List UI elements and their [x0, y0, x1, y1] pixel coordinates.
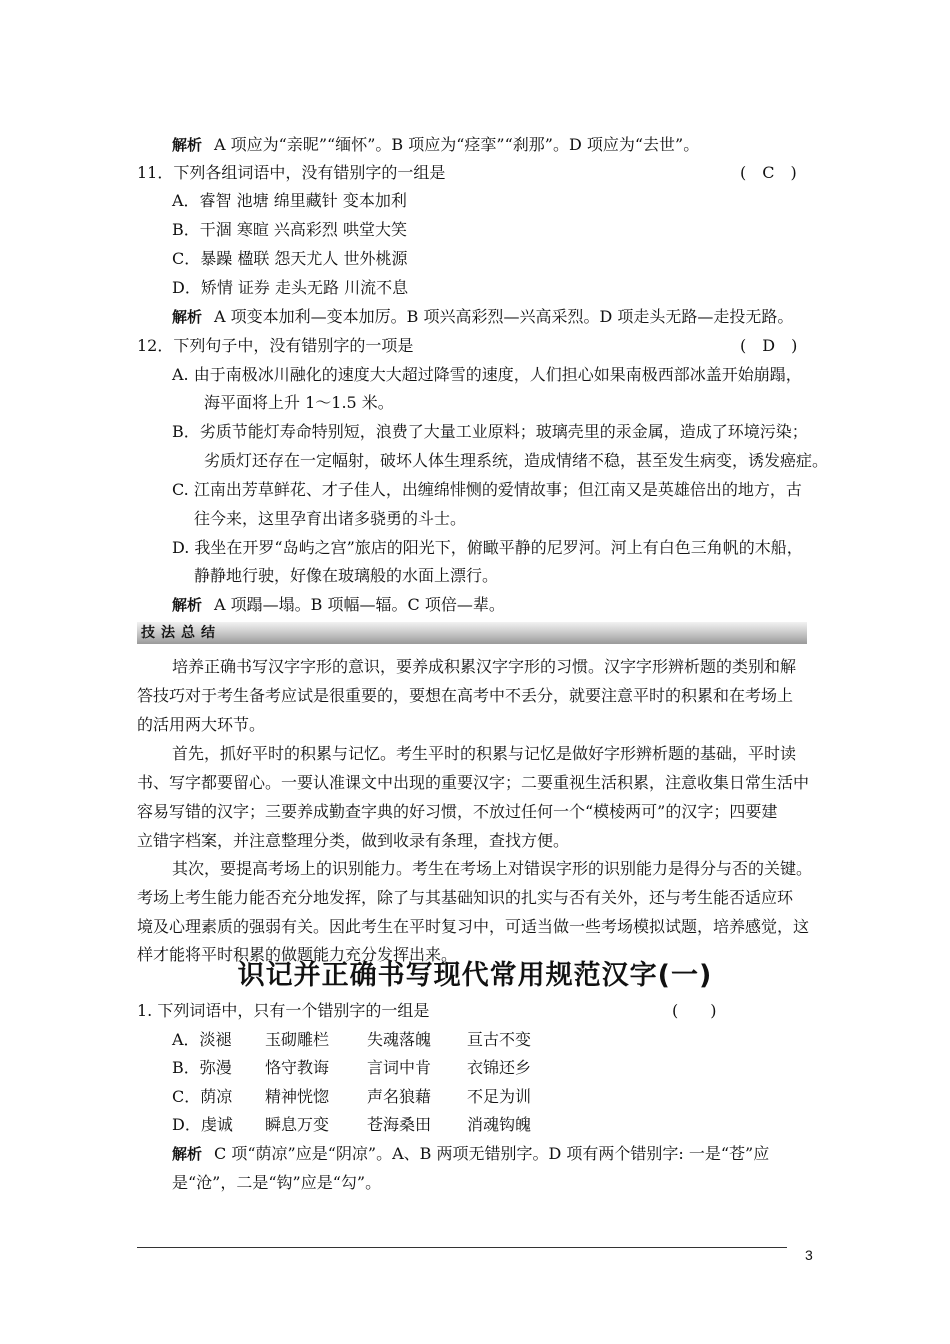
- option-word: 精神恍惚: [265, 1087, 330, 1106]
- question-12-option-d-line1: D. 我坐在开罗“岛屿之宫”旅店的阳光下，俯瞰平静的尼罗河。河上有白色三角帆的木船，: [172, 538, 803, 557]
- section-title: 识记并正确书写现代常用规范汉字(一): [237, 960, 713, 991]
- technique-summary-banner: [137, 622, 807, 644]
- summary-p2-line4: 立错字档案，并注意整理分类，做到收录有条理，查找方便。: [137, 831, 570, 850]
- question-12-option-b-line2: 劣质灯还存在一定幅射，破坏人体生理系统，造成情绪不稳，甚至发生病变，诱发癌症。: [204, 451, 829, 470]
- option-word: D．虔诚: [172, 1115, 233, 1134]
- summary-p3-line3: 境及心理素质的强弱有关。因此考生在平时复习中，可适当做一些考场模拟试题，培养感觉，这: [137, 917, 810, 936]
- explanation-text: C 项“荫凉”应是“阴凉”。A、B 两项无错别字。D 项有两个错别字: 一是“苍”应: [214, 1144, 770, 1163]
- summary-p2-line2: 书、写字都要留心。一要认准课文中出现的重要汉字；二要重视生活积累，注意收集日常生活中: [137, 773, 810, 792]
- option-word: 玉砌雕栏: [265, 1030, 330, 1049]
- question-12-option-a-line1: A. 由于南极冰川融化的速度大大超过降雪的速度，人们担心如果南极西部冰盖开始崩蹋，: [172, 365, 802, 384]
- explanation-label: 解析: [172, 1145, 203, 1163]
- question-11-answer: ( C ): [740, 163, 797, 182]
- option-word: A．淡褪: [172, 1030, 232, 1049]
- option-word: 衣锦还乡: [467, 1058, 532, 1077]
- question-11-option-b: B．干涸 寒暄 兴高彩烈 哄堂大笑: [172, 220, 408, 239]
- option-word: 苍海桑田: [367, 1115, 432, 1134]
- summary-p1-line1: 培养正确书写汉字字形的意识，要养成积累汉字字形的习惯。汉字字形辨析题的类别和解: [172, 657, 797, 676]
- option-word: 失魂落魄: [367, 1030, 432, 1049]
- question-11-explanation: [172, 306, 793, 328]
- page-number: 3: [805, 1247, 813, 1263]
- summary-p1-line3: 的活用两大环节。: [137, 715, 266, 734]
- option-word: 瞬息万变: [265, 1115, 330, 1134]
- question-12-option-a-line2: 海平面将上升 1～1.5 米。: [204, 393, 394, 412]
- question-12-option-b-line1: B．劣质节能灯寿命特别短，浪费了大量工业原料；玻璃壳里的汞金属，造成了环境污染；: [172, 422, 808, 441]
- option-word: C．荫凉: [172, 1087, 233, 1106]
- question-12-explanation: [172, 594, 505, 616]
- option-word: B．弥漫: [172, 1058, 232, 1077]
- summary-p2-line3: 容易写错的汉字；三要养成勤查字典的好习惯，不放过任何一个“模棱两可”的汉字；四要建: [137, 802, 778, 821]
- option-word: 恪守教诲: [265, 1058, 330, 1077]
- explanation-label: 解析: [172, 136, 203, 154]
- question-11-option-d: D．矫情 证券 走头无路 川流不息: [172, 278, 409, 297]
- footer-rule: [137, 1247, 787, 1248]
- option-word: 声名狼藉: [367, 1087, 432, 1106]
- option-word: 亘古不变: [467, 1030, 532, 1049]
- explanation-line: [172, 134, 699, 156]
- option-word: 言词中肯: [367, 1058, 432, 1077]
- question-1-stem: 1. 下列词语中，只有一个错别字的一组是: [137, 1001, 430, 1020]
- explanation-text: A 项应为“亲昵”“缅怀”。B 项应为“痉挛”“刹那”。D 项应为“去世”。: [214, 135, 700, 154]
- banner-title: 技法总结: [141, 625, 221, 641]
- summary-p3-line4: 样才能将平时积累的做题能力充分发挥出来。: [137, 945, 458, 964]
- question-11-option-c: C．暴躁 楹联 怨天尤人 世外桃源: [172, 249, 408, 268]
- summary-p3-line2: 考场上考生能力能否充分地发挥，除了与其基础知识的扎实与否有关外，还与考生能否适应环: [137, 888, 794, 907]
- summary-p2-line1: 首先，抓好平时的积累与记忆。考生平时的积累与记忆是做好字形辨析题的基础，平时读: [172, 744, 797, 763]
- explanation-text: A 项变本加利—变本加厉。B 项兴高彩烈—兴高采烈。D 项走头无路—走投无路。: [214, 307, 794, 326]
- explanation-text: A 项蹋—塌。B 项幅—辐。C 项倍—辈。: [214, 595, 505, 614]
- question-12-answer: ( D ): [740, 336, 798, 355]
- question-1-answer: ( ): [672, 1001, 717, 1020]
- summary-p3-line1: 其次，要提高考场上的识别能力。考生在考场上对错误字形的识别能力是得分与否的关键。: [172, 859, 813, 878]
- question-12-option-c-line2: 往今来，这里孕育出诸多骁勇的斗士。: [194, 509, 467, 528]
- explanation-label: 解析: [172, 308, 203, 326]
- question-12-option-d-line2: 静静地行驶，好像在玻璃般的水面上漂行。: [194, 566, 499, 585]
- option-word: 不足为训: [467, 1087, 532, 1106]
- explanation-label: 解析: [172, 596, 203, 614]
- question-1-explanation-line1: [172, 1143, 769, 1165]
- summary-p1-line2: 答技巧对于考生备考应试是很重要的，要想在高考中不丢分，就要注意平时的积累和在考场上: [137, 686, 794, 705]
- question-12-stem: 12．下列句子中，没有错别字的一项是: [137, 336, 414, 355]
- question-12-option-c-line1: C. 江南出芳草鲜花、才子佳人，出缠绵悱恻的爱情故事；但江南又是英雄倍出的地方，古: [172, 480, 802, 499]
- option-word: 消魂钩魄: [467, 1115, 532, 1134]
- question-1-explanation-line2: 是“沧”，二是“钩”应是“勾”。: [172, 1173, 382, 1192]
- question-11-stem: 11．下列各组词语中，没有错别字的一组是: [137, 163, 446, 182]
- question-11-option-a: A．睿智 池塘 绵里藏针 变本加利: [172, 191, 407, 210]
